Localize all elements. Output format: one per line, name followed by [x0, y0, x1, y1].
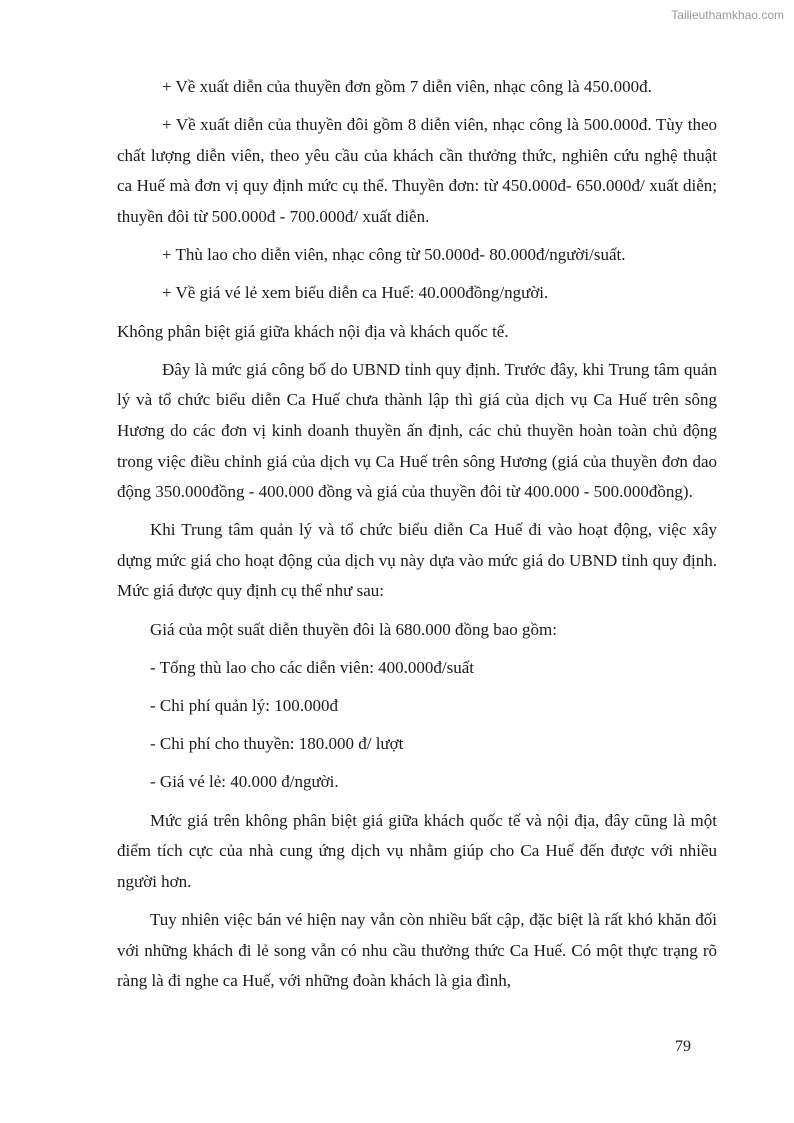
- paragraph-price-positive: Mức giá trên không phân biệt giá giữa khách quốc tế và nội địa, đây cũng là một điểm tích cực của nhà cung ứng dịch vụ nhằm giúp cho Ca Huế đến được với nhiều người hơn.: [117, 810, 717, 891]
- paragraph-no-distinction: Không phân biệt giá giữa khách nội địa và khách quốc tế.: [117, 321, 509, 341]
- paragraph-double-boat: + Về xuất diễn của thuyền đôi gồm 8 diễn viên, nhạc công là 500.000đ. Tùy theo chất lượng diễn viên, theo yêu cầu của khách cần thưởng thức, nghiên cứu nghệ thuật ca Huế mà đơn vị quy định mức cụ thể. Thuyền đơn: từ 450.000đ- 650.000đ/ xuất diễn; thuyền đôi từ 500.000đ - 700.000đ/ xuất diễn.: [117, 115, 717, 226]
- paragraph-single-boat: + Về xuất diễn của thuyền đơn gồm 7 diễn viên, nhạc công là 450.000đ.: [162, 77, 652, 96]
- paragraph-ticket-issues: Tuy nhiên việc bán vé hiện nay vẫn còn nhiều bất cập, đặc biệt là rất khó khăn đối với những khách đi lẻ song vẫn có nhu cầu thưởng thức Ca Huế. Có một thực trạng rõ ràng là đi nghe ca Huế, với những đoàn khách là gia đình,: [117, 909, 717, 991]
- list-item-performer-total: - Tổng thù lao cho các diễn viên: 400.000đ/suất: [150, 657, 475, 677]
- list-item-management-cost: - Chi phí quản lý: 100.000đ: [150, 696, 338, 716]
- page-number: 79: [675, 1038, 691, 1055]
- document-body: [117, 72, 717, 1004]
- paragraph-published-price: Đây là mức giá công bố do UBND tỉnh quy định. Trước đây, khi Trung tâm quản lý và tổ chức biểu diễn Ca Huế chưa thành lập thì giá của dịch vụ Ca Huế trên sông Hương do các đơn vị kinh doanh thuyền ấn định, các chủ thuyền hoàn toàn chủ động trong việc điều chỉnh giá của dịch vụ Ca Huế trên sông Hương (giá của thuyền đơn dao động 350.000đồng - 400.000 đồng và giá của thuyền đôi từ 400.000 - 500.000đồng).: [117, 359, 717, 502]
- paragraph-performer-fee: + Thù lao cho diễn viên, nhạc công từ 50.000đ- 80.000đ/người/suất.: [162, 245, 626, 265]
- list-item-boat-cost: - Chi phí cho thuyền: 180.000 đ/ lượt: [150, 734, 404, 754]
- list-item-ticket-price: - Giá vé lẻ: 40.000 đ/người.: [150, 772, 339, 792]
- paragraph-center-operation: Khi Trung tâm quản lý và tổ chức biểu diễn Ca Huế đi vào hoạt động, việc xây dựng mức giá cho hoạt động của dịch vụ này dựa vào mức giá do UBND tỉnh quy định. Mức giá được quy định cụ thể như sau:: [117, 520, 717, 601]
- paragraph-ticket-price: + Về giá vé lẻ xem biểu diễn ca Huế: 40.000đồng/người.: [162, 283, 549, 303]
- watermark: Tailieuthamkhao.com: [671, 8, 784, 22]
- paragraph-double-boat-price: Giá của một suất diễn thuyền đôi là 680.000 đồng bao gồm:: [150, 619, 557, 639]
